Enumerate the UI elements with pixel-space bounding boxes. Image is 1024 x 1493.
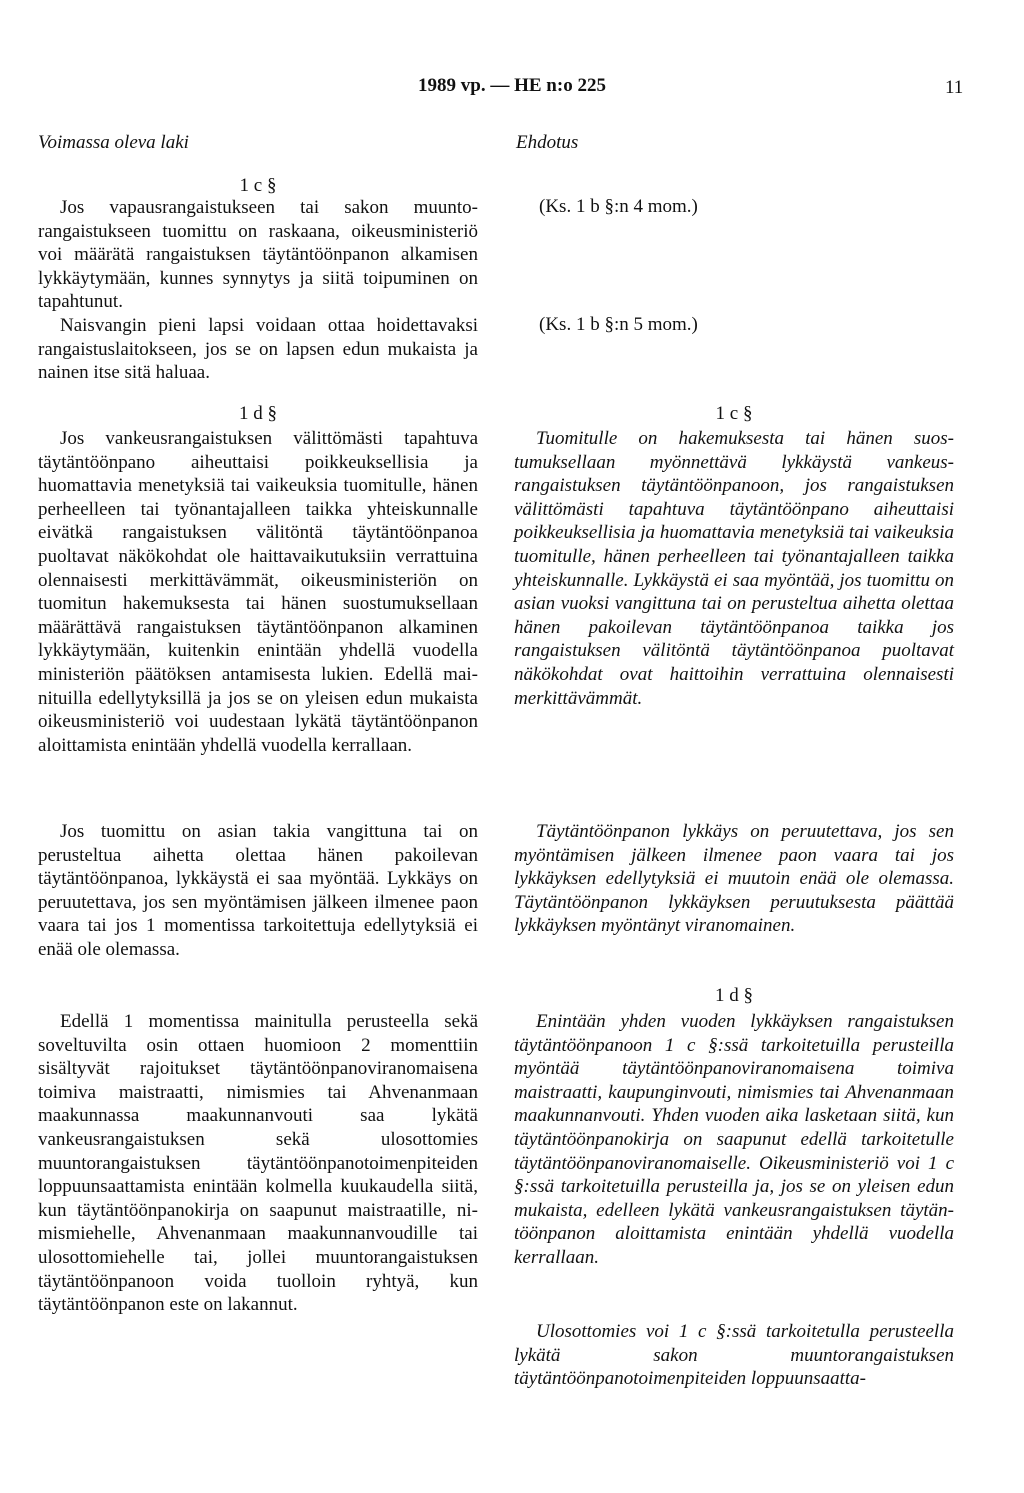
- right-reference-1: (Ks. 1 b §:n 4 mom.): [539, 196, 698, 217]
- right-1d-paragraph-2: Ulosottomies voi 1 c §:ssä tarkoitetulla perusteella lykätä sakon muuntorangaistuksen täytäntöönpanotoimenpiteiden loppuunsaatta-: [514, 1321, 954, 1390]
- left-1c-paragraph-2: Naisvangin pieni lapsi voidaan ottaa hoidettavaksi rangaistuslaitokseen, jos se on lapsen edun mukaista ja nainen itse sitä haluaa.: [38, 315, 478, 384]
- left-column-title: Voimassa oleva laki: [38, 132, 189, 153]
- left-section-1c-heading: 1 c §: [239, 175, 277, 196]
- right-1c-paragraph-1: Tuomitulle on hakemuksesta tai hänen suostumuksellaan myönnettävä lykkäystä vankeusrangaistuksen täytäntöönpanoon, jos rangaistuksen välittömästi tapahtuva täytäntöönpano aiheuttaisi poikkeuksellisia ja huomattavia menetyksiä tai vaikeuksia tuomitulle, hänen perheelleen tai työnantajalleen taikka yhteiskunnalle. Lykkäystä ei saa myöntää, jos tuomittu on asian vuoksi vangittuna tai on perusteltua aihetta olettaa hänen pakoilevan täytäntöönpanoa taikka jos rangaistuksen välitöntä täytäntöönpanoa puoltavat näkökohdat ovat haittoihin verrattuina olennaisesti merkittävämmät.: [514, 428, 954, 709]
- left-1d-paragraph-3: Edellä 1 momentissa mainitulla perusteella sekä soveltuvilta osin ottaen huomioon 2 momenttiin sisältyvät rajoitukset täytäntöönpanoviranomaisena toimiva maistraatti, nimismies tai Ahvenanmaan maakunnassa maakunnanvouti saa lykätä vankeusrangaistuksen sekä ulosottomies muuntorangaistuksen täytäntöönpanotoimenpiteiden loppuunsaattamista enintään kolmella kuukaudella siitä, kun täytäntöönpanokirja on saapunut maistraatille, nimismiehelle, Ahvenanmaan maakunnanvoudille tai ulosottomiehelle tai, jollei muuntorangaistuksen täytäntöönpanoon voida tuolloin ryhtyä, kun täytäntöönpanon este on lakannut.: [38, 1011, 478, 1316]
- left-1d-paragraph-2: Jos tuomittu on asian takia vangittuna tai on perusteltua aihetta olettaa hänen pakoilevan täytäntöönpanoa, lykkäystä ei saa myöntää. Lykkäys on peruutettava, jos sen myöntämisen jälkeen ilmenee paon vaara tai jos 1 momentissa tarkoitettuja edellytyksiä ei enää ole olemassa.: [38, 821, 478, 960]
- right-column-title: Ehdotus: [516, 132, 579, 153]
- page-header: 1989 vp. — HE n:o 225: [418, 75, 606, 96]
- right-reference-2: (Ks. 1 b §:n 5 mom.): [539, 314, 698, 335]
- page-number: 11: [945, 77, 964, 98]
- right-section-1d-heading: 1 d §: [715, 985, 753, 1006]
- left-1c-paragraph-1: Jos vapausrangaistukseen tai sakon muuntorangaistukseen tuomittu on raskaana, oikeusministeriö voi määrätä rangaistuksen täytäntöönpanon alkamisen lykkäytymään, kunnes synnytys ja siitä toipuminen on tapahtunut.: [38, 197, 478, 313]
- right-1c-paragraph-2: Täytäntöönpanon lykkäys on peruutettava, jos sen myöntämisen jälkeen ilmenee paon vaara tai jos lykkäyksen edellytyksiä ei muutoin enää ole olemassa. Täytäntöönpanon lykkäyksen peruutuksesta päättää lykkäyksen myöntänyt viranomainen.: [514, 821, 954, 937]
- left-section-1d-heading: 1 d §: [239, 403, 277, 424]
- right-section-1c-heading: 1 c §: [715, 403, 753, 424]
- right-1d-paragraph-1: Enintään yhden vuoden lykkäyksen rangaistuksen täytäntöönpanoon 1 c §:ssä tarkoitetuilla perusteilla myöntää täytäntöönpanoviranomaisena toimiva maistraatti, kaupunginvouti, nimismies tai Ahvenanmaan maakunnanvouti. Yhden vuoden aika lasketaan siitä, kun täytäntöönpanokirja on saapunut edellä tarkoitetulle täytäntöönpanoviranomaiselle. Oikeusministeriö voi 1 c §:ssä tarkoitetuilla perusteilla ja, jos se on yleisen edun mukaista, edelleen lykätä vankeusrangaistuksen täytäntöönpanon aloittamista enintään yhdellä vuodella kerrallaan.: [514, 1011, 954, 1268]
- left-1d-paragraph-1: Jos vankeusrangaistuksen välittömästi tapahtuva täytäntöönpano aiheuttaisi poikkeuksellisia ja huomattavia menetyksiä tai vaikeuksia tuomitulle, hänen perheelleen tai työnantajalleen taikka yhteiskunnalle eivätkä rangaistuksen välitöntä täytäntöönpanoa puoltavat näkökohdat ole haittavaikutuksiin verrattuina olennaisesti merkittävämmät, oikeusministeriön on tuomitun hakemuksesta tai hänen suostumuksellaan määrättävä rangaistuksen täytäntöönpanon alkaminen lykkäytymään, kuitenkin enintään yhdellä vuodella ministeriön päätöksen antamisesta lukien. Edellä mainituilla edellytyksillä ja jos se on yleisen edun mukaista oikeusministeriö voi uudestaan lykätä täytäntöönpanon aloittamista enintään yhdellä vuodella kerrallaan.: [38, 428, 478, 756]
